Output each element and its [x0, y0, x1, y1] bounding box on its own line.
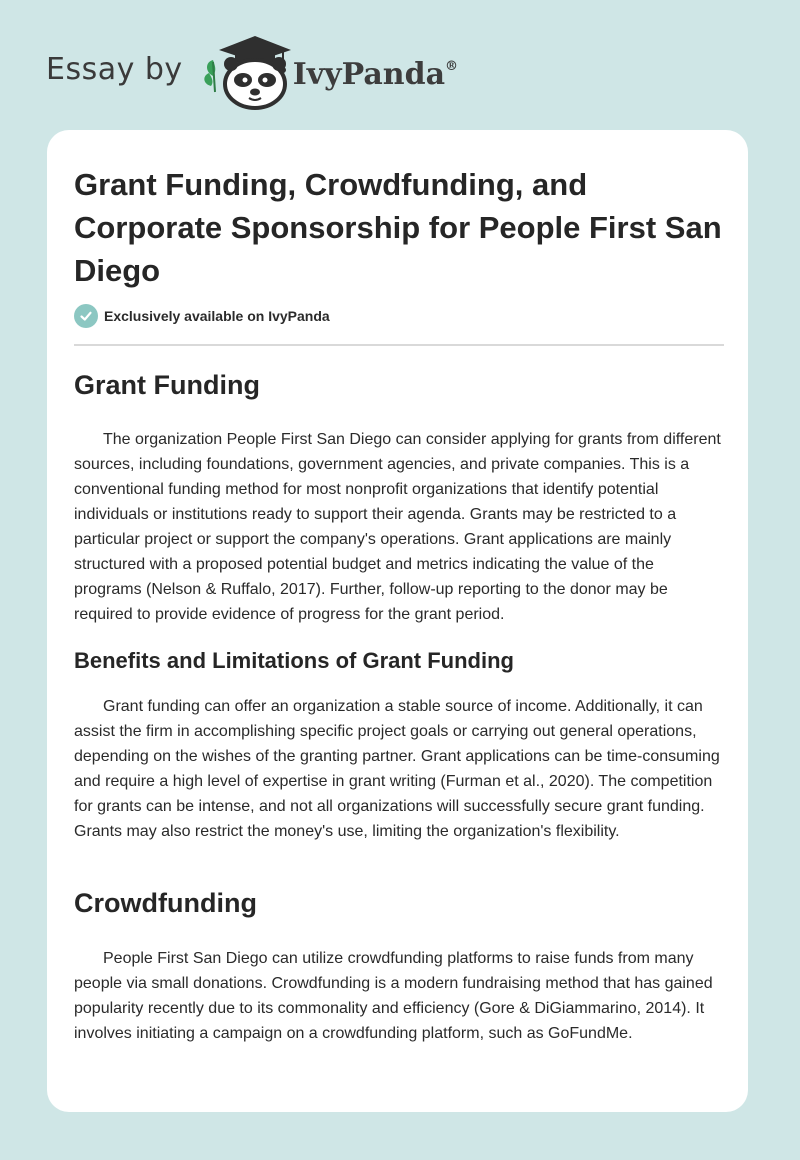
panda-graduate-icon [199, 32, 291, 112]
brand-header [46, 32, 458, 112]
check-icon [74, 304, 98, 328]
page-title: Grant Funding, Crowdfunding, and Corporate Sponsorship for People First San Diego [74, 167, 722, 288]
section-heading-benefits-limitations: Benefits and Limitations of Grant Funding [74, 648, 514, 673]
exclusive-badge [74, 304, 330, 328]
registered-mark: ® [445, 58, 459, 74]
section-paragraph-benefits-limitations: Grant funding can offer an organization a stable source of income. Additionally, it can assist the firm in accomplishing specific project goals or carrying out general operations, depending on the wishes of the granting partner. Grant applications can be time-consuming and require a high level of expertise in grant writing (Furman et al., 2020). The competition for grants can be intense, and not all organizations will successfully secure grant funding. Grants may also restrict the money's use, limiting the organization's flexibility. [74, 698, 720, 840]
essay-card [47, 130, 748, 1112]
exclusive-badge-text: Exclusively available on IvyPanda [104, 308, 330, 324]
section-paragraph-crowdfunding: People First San Diego can utilize crowdfunding platforms to raise funds from many people via small donations. Crowdfunding is a modern fundraising method that has gained popularity recently due to its commonality and efficiency (Gore & DiGiammarino, 2014). It involves initiating a campaign on a crowdfunding platform, such as GoFundMe. [74, 950, 713, 1042]
section-heading-grant-funding: Grant Funding [74, 370, 260, 400]
brand-prefix: Essay by [46, 51, 183, 87]
section-paragraph-grant-funding: The organization People First San Diego can consider applying for grants from different sources, including foundations, government agencies, and private companies. This is a conventional funding method for most nonprofit organizations that identify potential individuals or institutions ready to support their agenda. Grants may be restricted to a particular project or support the company's operations. Grant applications are mainly structured with a proposed potential budget and metrics indicating the value of the programs (Nelson & Ruffalo, 2017). Further, follow-up reporting to the donor may be required to provide evidence of progress for the grant period. [74, 431, 721, 623]
brand-name: IvyPanda® [292, 56, 459, 92]
section-heading-crowdfunding: Crowdfunding [74, 888, 257, 918]
divider [74, 344, 724, 346]
